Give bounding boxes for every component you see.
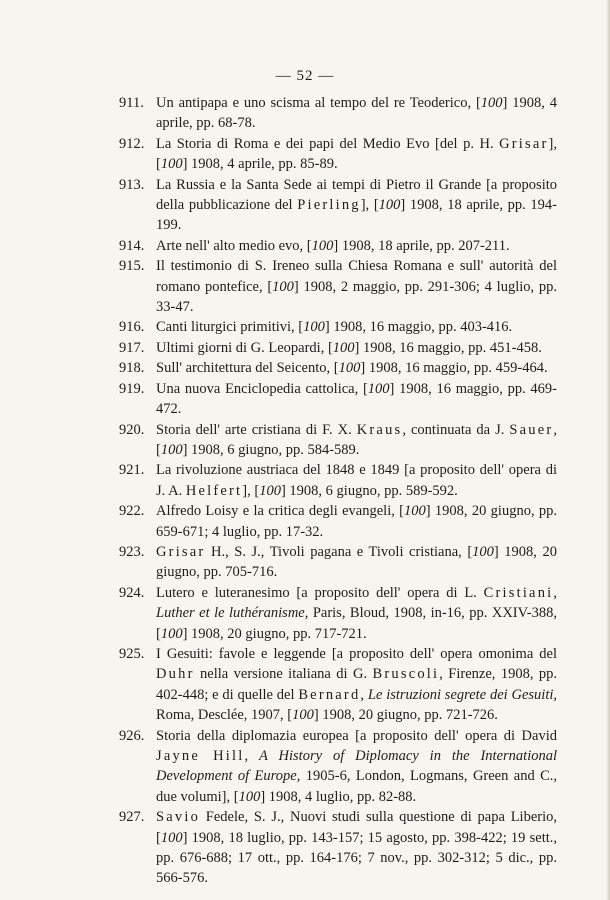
entry-number: 924.: [119, 584, 145, 601]
text-run: ] 1908, 4 aprile, pp. 85-89.: [182, 156, 338, 173]
entry-number: 914.: [119, 237, 145, 254]
entry-number: 913.: [119, 176, 145, 193]
text-run: Un antipapa e uno scisma al tempo del re Teoderico, [: [156, 95, 481, 111]
entry-text: [156, 134, 557, 175]
author-name: Duhr: [156, 666, 195, 683]
italic-text: 100: [404, 503, 426, 520]
entry-number: 925.: [119, 645, 145, 662]
entry-number: 911.: [119, 95, 144, 111]
author-name: Bernard: [298, 686, 361, 703]
text-run: La Russia e la Santa Sede ai tempi di Pietro il Grande [a proposito della pubblicazione del: [156, 176, 557, 214]
text-run: Fedele, S. J., Nuovi studi sulla questione di papa Liberio, [: [156, 809, 557, 846]
text-run: ] 1908, 16 maggio, pp. 469-472.: [156, 380, 558, 418]
text-run: I Gesuiti: favole e leggende [a proposito dell' opera omonima del: [156, 645, 557, 662]
entry-number: 921.: [119, 462, 145, 479]
entry-text: [156, 317, 557, 337]
bibliography-entry: [119, 420, 557, 461]
entry-text: [156, 583, 557, 644]
author-name: Cristiani: [483, 584, 554, 601]
text-run: ,: [360, 686, 368, 703]
italic-text: 100: [480, 95, 503, 111]
entry-number: 926.: [119, 727, 145, 744]
italic-text: 100: [272, 278, 294, 295]
entry-text: [156, 501, 557, 542]
text-run: Ultimi giorni di G. Leopardi, [: [156, 339, 333, 356]
italic-text: Luther et le luthéranisme,: [156, 605, 309, 622]
entry-number: 920.: [119, 421, 145, 438]
entry-number: 917.: [119, 339, 145, 356]
text-run: ], [: [242, 482, 260, 499]
text-run: ] 1908, 4 aprile, pp. 68-78.: [156, 95, 557, 132]
italic-text: 100: [292, 707, 314, 724]
text-run: ] 1908, 2 maggio, pp. 291-306; 4 luglio, pp. 33-47.: [156, 278, 557, 316]
entry-text: [156, 420, 557, 461]
italic-text: Le istruzioni segrete dei Gesuiti,: [367, 686, 558, 703]
italic-text: A History of Diplomacy in the International Development of Europe,: [156, 748, 558, 785]
author-name: Bruscoli: [372, 666, 440, 683]
italic-text: 100: [332, 339, 355, 356]
entry-text: [156, 460, 557, 501]
entry-number: 916.: [119, 319, 145, 336]
entry-text: [156, 338, 557, 358]
text-run: Il testimonio di S. Ireneo sulla Chiesa Romana e sull' autorità del romano pontefice, [: [156, 258, 557, 295]
entry-text: [156, 358, 557, 378]
bibliography-entry: [119, 256, 557, 317]
entry-text: [156, 807, 557, 889]
entry-number: 912.: [119, 135, 145, 152]
bibliography-entry: [119, 542, 557, 583]
text-run: ] 1908, 20 giugno, pp. 659-671; 4 luglio, pp. 17-32.: [156, 503, 558, 540]
text-run: ] 1908, 18 luglio, pp. 143-157; 15 agosto, pp. 398-422; 19 sett., pp. 676-688; 17 ott., pp. 164-176; 7 nov., pp. 302-312; 5 dic., pp. 566-576.: [156, 829, 557, 887]
italic-text: 100: [338, 360, 361, 377]
text-run: ] 1908, 18 aprile, pp. 194-199.: [156, 197, 557, 234]
bibliography-entry: [119, 644, 557, 726]
text-run: Storia della diplomazia europea [a proposito dell' opera di David: [156, 727, 557, 744]
text-run: Una nuova Enciclopedia cattolica, [: [156, 380, 368, 397]
entry-number: 915.: [119, 258, 145, 275]
italic-text: 100: [367, 380, 390, 397]
entry-text: [156, 379, 557, 420]
author-name: Helfert: [185, 482, 243, 499]
entry-text: [156, 256, 557, 317]
text-run: Paris, Bloud, 1908, in-16, pp. XXIV-388, [: [156, 605, 557, 642]
text-run: La rivoluzione austriaca del 1848 e 1849 [a proposito dell' opera di J. A.: [156, 462, 557, 499]
text-run: ] 1908, 6 giugno, pp. 584-589.: [182, 441, 360, 458]
entry-number: 922.: [119, 503, 145, 520]
text-run: ] 1908, 20 giugno, pp. 705-716.: [156, 543, 557, 581]
text-run: ,: [244, 748, 260, 764]
text-run: ] 1908, 16 maggio, pp. 403-416.: [324, 319, 513, 336]
text-run: ], [: [156, 135, 557, 173]
text-run: ,: [553, 584, 557, 601]
entry-number: 918.: [119, 360, 145, 377]
text-run: H., S. J., Tivoli pagana e Tivoli cristiana, [: [205, 543, 473, 560]
text-run: ] 1908, 18 aprile, pp. 207-211.: [333, 237, 510, 254]
bibliography-entry: [119, 358, 557, 378]
page-edge: [606, 0, 610, 900]
text-run: ] 1908, 16 maggio, pp. 451-458.: [354, 339, 542, 356]
text-run: Roma, Desclée, 1907, [: [156, 707, 293, 724]
italic-text: 100: [160, 625, 183, 642]
italic-text: 100: [160, 829, 183, 846]
text-run: 1905-6, London, Logmans, Green and C., due volumi], [: [156, 768, 558, 805]
entry-number: 923.: [119, 543, 145, 560]
text-run: ], [: [360, 197, 379, 214]
entry-text: [156, 175, 557, 236]
entry-number: 927.: [119, 809, 145, 826]
bibliography-list: [119, 93, 557, 889]
italic-text: 100: [160, 441, 183, 458]
text-run: ] 1908, 20 giugno, pp. 717-721.: [182, 625, 367, 642]
bibliography-entry: [119, 379, 557, 420]
bibliography-entry: [119, 93, 557, 134]
entry-text: [156, 644, 557, 726]
text-run: Lutero e luteranesimo [a proposito dell' opera di L.: [156, 584, 484, 601]
bibliography-entry: [119, 501, 557, 542]
bibliography-entry: [119, 583, 557, 644]
text-run: , Firenze, 1908, pp. 402-448; e di quelle del: [156, 666, 557, 703]
entry-text: [156, 93, 557, 134]
author-name: Grisar: [156, 543, 206, 560]
text-run: ] 1908, 20 giugno, pp. 721-726.: [313, 707, 498, 724]
text-run: nella versione italiana di G.: [194, 666, 373, 683]
text-run: ] 1908, 4 luglio, pp. 82-88.: [260, 788, 417, 805]
page-number: — 52 —: [275, 68, 335, 84]
author-name: Jayne Hill: [156, 748, 245, 764]
italic-text: 100: [238, 788, 261, 805]
author-name: Pierling: [297, 197, 361, 214]
entry-text: [156, 236, 557, 256]
author-name: Savio: [156, 809, 201, 826]
text-run: , continuata da J.: [402, 421, 510, 438]
text-run: ] 1908, 16 maggio, pp. 459-464.: [360, 360, 548, 377]
bibliography-entry: [119, 807, 557, 889]
bibliography-entry: [119, 317, 557, 337]
italic-text: 100: [160, 156, 183, 173]
bibliography-entry: [119, 338, 557, 358]
entry-text: [156, 726, 557, 808]
entry-text: [156, 542, 557, 583]
text-run: , [: [156, 421, 557, 458]
text-run: La Storia di Roma e dei papi del Medio Evo [del p. H.: [156, 135, 500, 152]
text-run: Canti liturgici primitivi, [: [156, 319, 304, 336]
text-run: Alfredo Loisy e la critica degli evangeli, [: [156, 503, 405, 520]
italic-text: 100: [303, 319, 325, 336]
author-name: Sauer: [509, 421, 554, 438]
text-run: Arte nell' alto medio evo, [: [156, 237, 312, 254]
text-run: Storia dell' arte cristiana di F. X.: [156, 421, 357, 438]
author-name: Grisar: [499, 135, 549, 152]
bibliography-entry: [119, 175, 557, 236]
italic-text: 100: [259, 482, 281, 499]
text-run: ] 1908, 6 giugno, pp. 589-592.: [280, 482, 458, 499]
bibliography-entry: [119, 236, 557, 256]
text-run: Sull' architettura del Seicento, [: [156, 360, 339, 377]
italic-text: 100: [472, 543, 494, 560]
bibliography-entry: [119, 460, 557, 501]
author-name: Kraus: [356, 421, 403, 438]
entry-number: 919.: [119, 380, 145, 397]
italic-text: 100: [311, 237, 334, 254]
italic-text: 100: [378, 197, 401, 214]
bibliography-entry: [119, 134, 557, 175]
bibliography-entry: [119, 726, 557, 808]
